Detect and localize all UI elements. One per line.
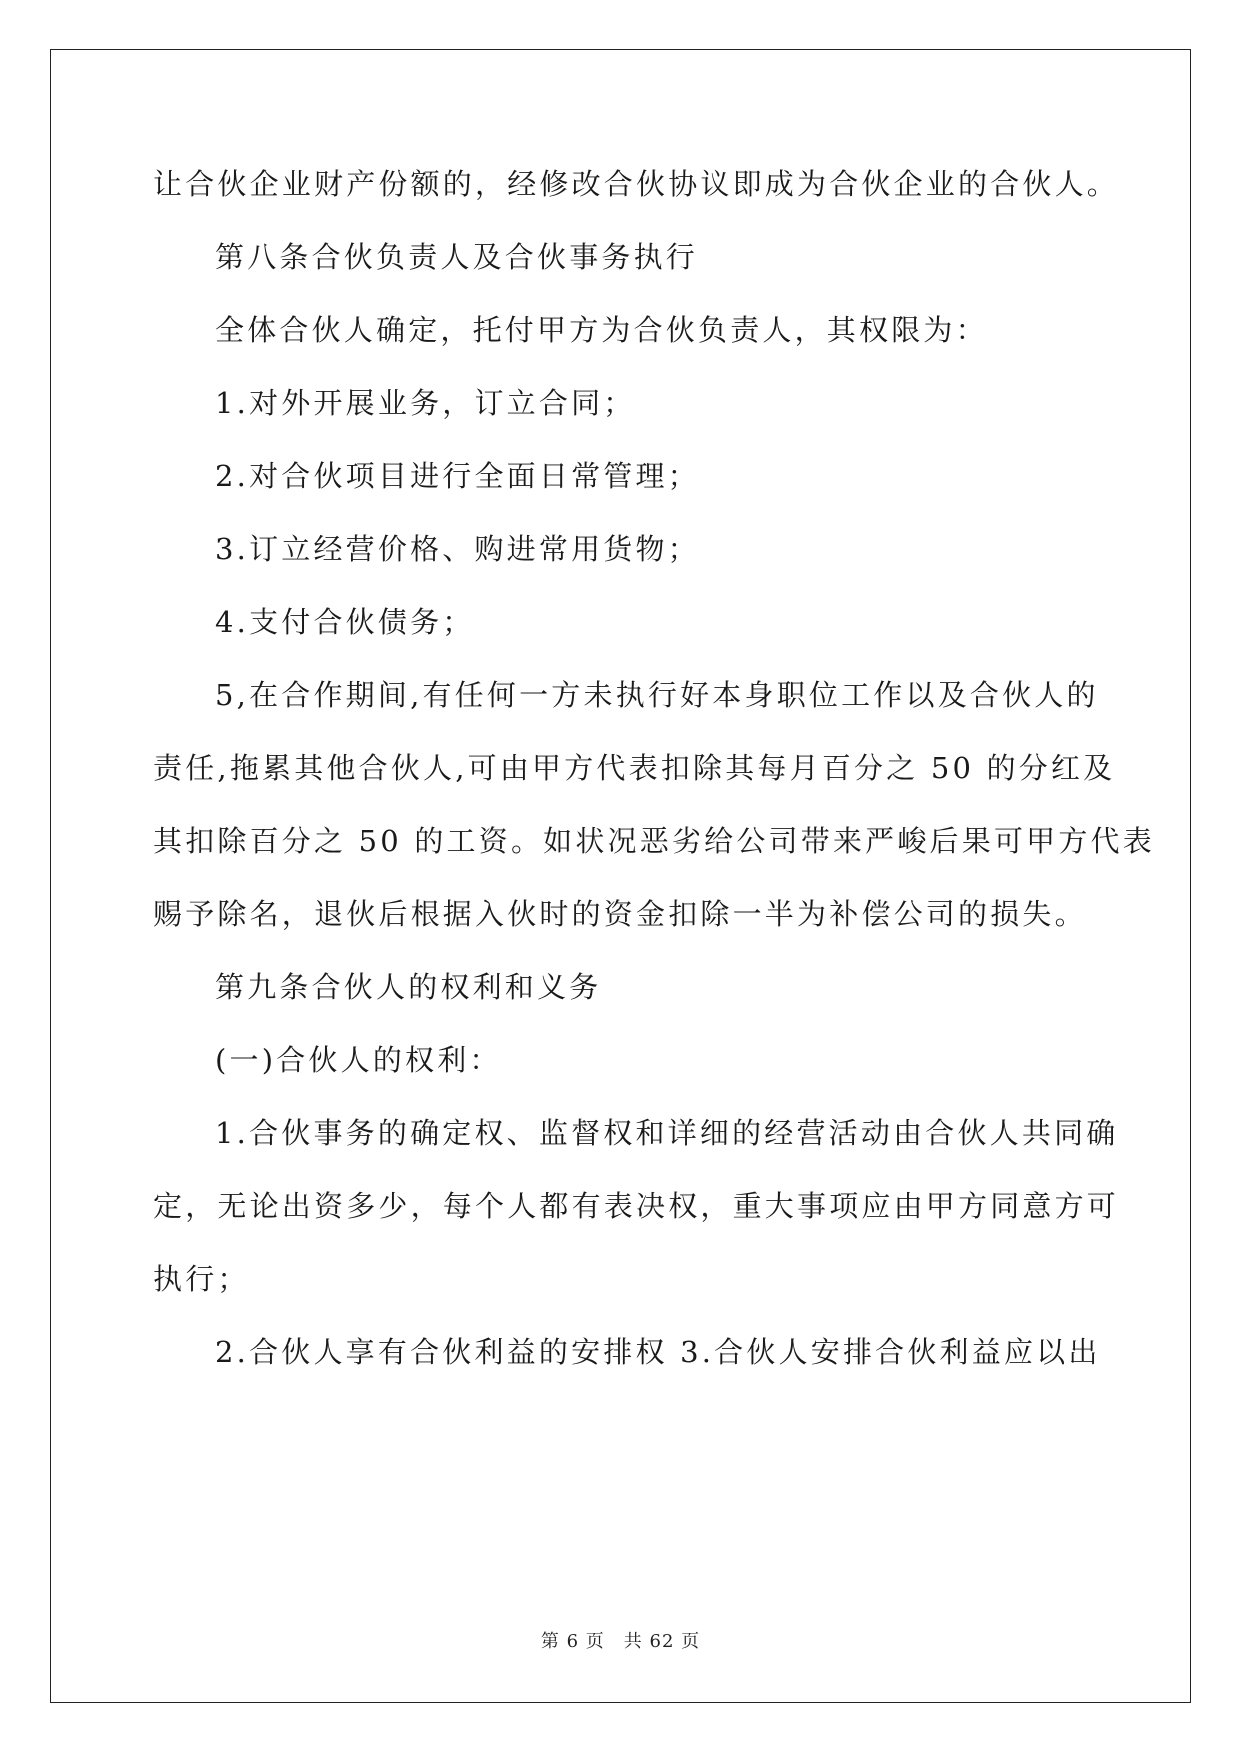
text-line: 其扣除百分之 50 的工资。如状况恶劣给公司带来严峻后果可甲方代表 <box>153 824 1155 858</box>
text-line: 赐予除名，退伙后根据入伙时的资金扣除一半为补偿公司的损失。 <box>153 897 1087 931</box>
page-number-footer: 第 6 页 共 62 页 <box>540 1631 701 1652</box>
page-border <box>50 49 1191 1703</box>
section-heading: 第八条合伙负责人及合伙事务执行 <box>215 240 699 274</box>
list-item: 1.合伙事务的确定权、监督权和详细的经营活动由合伙人共同确 <box>215 1116 1119 1150</box>
subsection-heading: (一)合伙人的权利： <box>215 1043 502 1077</box>
text-line: 定，无论出资多少，每个人都有表决权，重大事项应由甲方同意方可 <box>153 1189 1120 1223</box>
text-line: 让合伙企业财产份额的，经修改合伙协议即成为合伙企业的合伙人。 <box>153 167 1120 201</box>
text-line: 执行； <box>153 1262 250 1296</box>
list-item: 2.对合伙项目进行全面日常管理； <box>215 459 700 493</box>
text-line: 责任,拖累其他合伙人,可由甲方代表扣除其每月百分之 50 的分红及 <box>153 751 1116 785</box>
list-item: 4.支付合伙债务； <box>215 605 475 639</box>
list-item: 5,在合作期间,有任何一方未执行好本身职位工作以及合伙人的 <box>215 678 1099 712</box>
list-item: 2.合伙人享有合伙利益的安排权 3.合伙人安排合伙利益应以出 <box>215 1335 1101 1369</box>
text-line: 全体合伙人确定，托付甲方为合伙负责人，其权限为： <box>215 313 988 347</box>
section-heading: 第九条合伙人的权利和义务 <box>215 970 602 1004</box>
list-item: 3.订立经营价格、购进常用货物； <box>215 532 700 566</box>
list-item: 1.对外开展业务，订立合同； <box>215 386 636 420</box>
